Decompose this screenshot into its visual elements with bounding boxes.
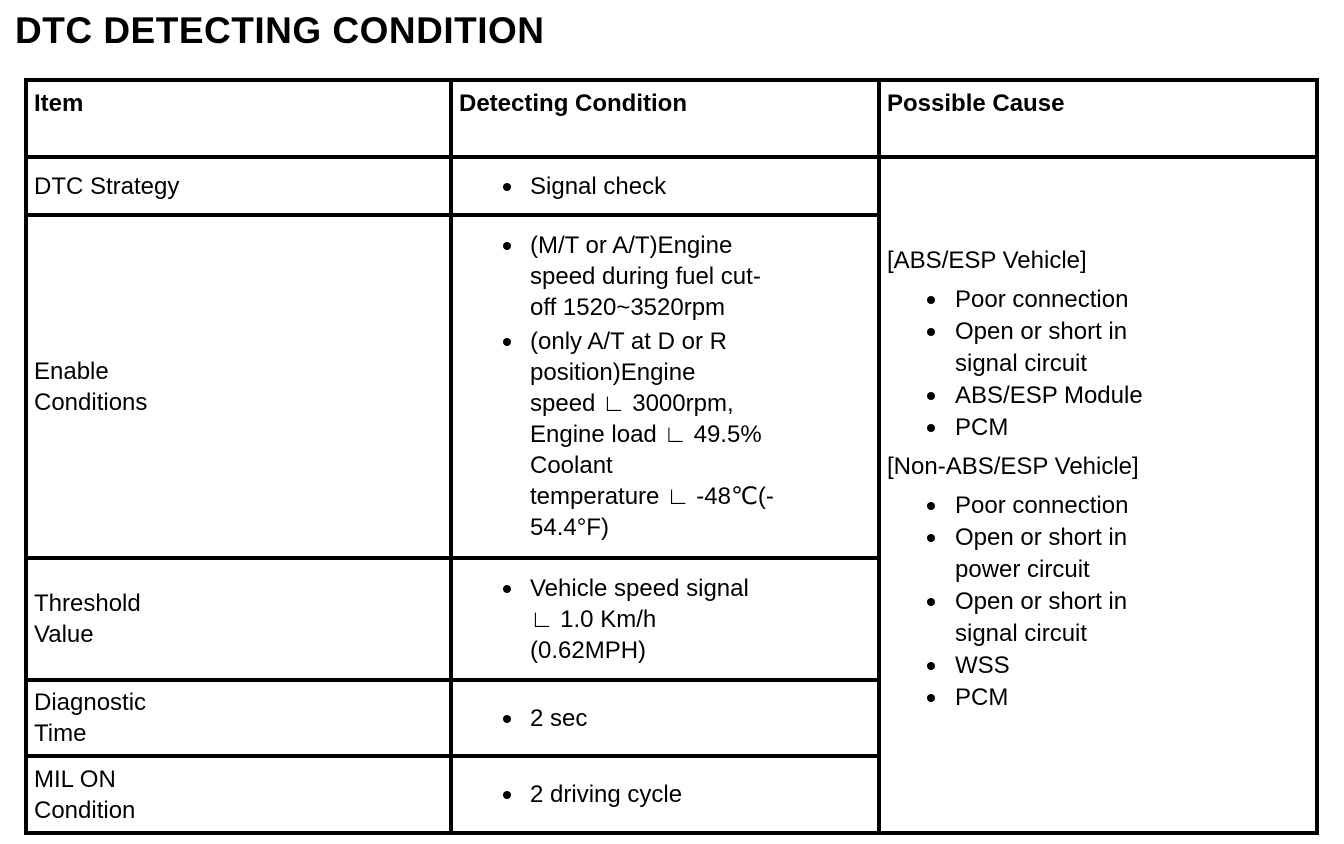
cause-item	[887, 522, 1309, 586]
cause-text: power circuit	[955, 556, 1090, 583]
row-item-mil-on-condition	[26, 756, 451, 833]
cause-item	[887, 380, 1309, 412]
table-header-row	[26, 80, 1317, 157]
item-text: Diagnostic	[34, 689, 147, 716]
cause-text: Poor connection	[955, 492, 1129, 519]
dtc-condition-table	[24, 78, 1319, 835]
condition-bullet	[459, 326, 871, 543]
condition-text: Signal check	[530, 172, 667, 200]
header-item: Item	[26, 80, 451, 157]
condition-bullet	[459, 230, 871, 323]
cause-group-heading-non-abs: [Non-ABS/ESP Vehicle]	[887, 453, 1139, 480]
condition-text: speed during fuel cut-	[530, 263, 761, 290]
cause-text: PCM	[955, 414, 1009, 441]
row-item-threshold-value	[26, 558, 451, 680]
header-possible-cause: Possible Cause	[879, 80, 1317, 157]
table-row	[26, 157, 1317, 215]
condition-bullet	[459, 703, 871, 734]
row-condition	[451, 558, 879, 680]
condition-text: temperature ∟ -48℃(-	[530, 483, 774, 510]
condition-text: Vehicle speed signal	[530, 574, 749, 602]
condition-text: (M/T or A/T)Engine	[530, 232, 733, 259]
row-item-enable-conditions	[26, 215, 451, 558]
condition-text: 54.4°F)	[530, 514, 609, 541]
cause-text: PCM	[955, 684, 1009, 711]
cause-text: WSS	[955, 652, 1010, 679]
possible-cause-cell	[879, 157, 1317, 833]
page-title: DTC DETECTING CONDITION	[15, 10, 545, 51]
row-condition	[451, 756, 879, 833]
condition-text: ∟ 1.0 Km/h	[530, 605, 657, 633]
cause-list-abs	[887, 284, 1309, 444]
cause-item	[887, 650, 1309, 682]
cause-item	[887, 316, 1309, 380]
condition-text: Engine load ∟ 49.5%	[530, 421, 762, 448]
cause-text: Open or short in	[955, 524, 1128, 551]
cause-text: Open or short in	[955, 318, 1128, 345]
row-item-diagnostic-time	[26, 680, 451, 756]
item-text: Condition	[34, 796, 136, 824]
header-detecting-condition: Detecting Condition	[451, 80, 879, 157]
item-text: Enable	[34, 357, 109, 385]
cause-text: ABS/ESP Module	[955, 382, 1143, 409]
condition-text: (only A/T at D or R	[530, 328, 727, 355]
condition-text: 2 sec	[530, 704, 588, 732]
cause-item	[887, 682, 1309, 714]
cause-text: Open or short in	[955, 588, 1128, 615]
cause-item	[887, 490, 1309, 522]
condition-text: off 1520~3520rpm	[530, 294, 726, 321]
cause-item	[887, 284, 1309, 316]
condition-bullet	[459, 573, 871, 666]
condition-bullet	[459, 779, 871, 810]
item-text: Threshold	[34, 590, 141, 617]
cause-text: signal circuit	[955, 620, 1088, 647]
row-condition	[451, 157, 879, 215]
condition-text: position)Engine	[530, 359, 696, 386]
cause-text: Poor connection	[955, 286, 1129, 313]
cause-group-heading-abs: [ABS/ESP Vehicle]	[887, 247, 1087, 274]
cause-item	[887, 586, 1309, 650]
condition-bullet	[459, 171, 871, 202]
cause-list-non-abs	[887, 490, 1309, 714]
item-text: Conditions	[34, 388, 148, 416]
condition-text: 2 driving cycle	[530, 781, 683, 808]
item-text: Time	[34, 720, 87, 747]
condition-text: speed ∟ 3000rpm,	[530, 390, 734, 417]
cause-text: signal circuit	[955, 350, 1088, 377]
item-text: MIL ON	[34, 765, 116, 793]
cause-item	[887, 412, 1309, 444]
item-text: Value	[34, 621, 94, 648]
condition-text: (0.62MPH)	[530, 636, 647, 664]
row-condition	[451, 215, 879, 558]
condition-text: Coolant	[530, 452, 613, 479]
row-item-dtc-strategy: DTC Strategy	[26, 157, 451, 215]
row-condition	[451, 680, 879, 756]
